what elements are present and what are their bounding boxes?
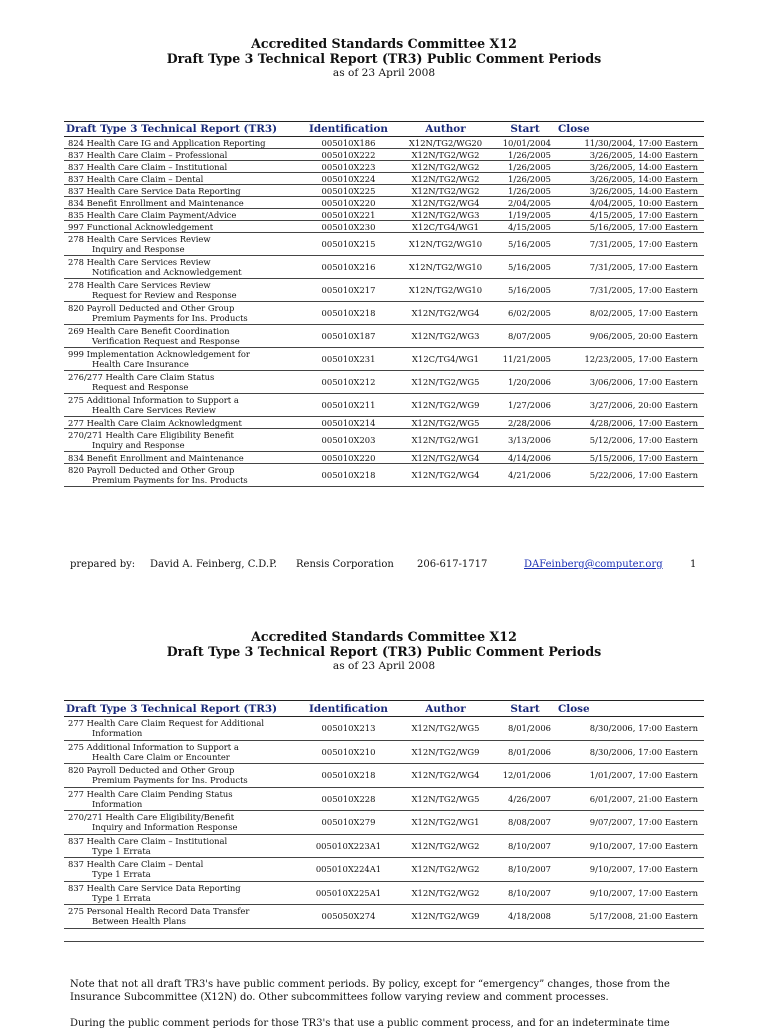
start-date-cell: 2/28/2006 [494, 417, 556, 429]
author-cell: X12N/TG2/WG1 [397, 429, 494, 452]
start-date-cell: 12/01/2006 [494, 764, 556, 788]
report-name: 270/271 Health Care Eligibility/Benefit [68, 812, 235, 823]
close-date-cell: 5/17/2008, 21:00 Eastern [556, 905, 704, 929]
prepared-by-label: prepared by: [70, 559, 136, 570]
report-name: 837 Health Care Claim – Institutional [68, 835, 228, 846]
report-name-continuation: Health Care Claim or Encounter [92, 751, 230, 762]
table-row [64, 394, 704, 417]
close-date-cell: 7/31/2005, 17:00 Eastern [556, 279, 704, 302]
comment-periods-table-page1 [64, 121, 704, 487]
report-name: 837 Health Care Service Data Reporting [68, 185, 241, 196]
table-row [64, 858, 704, 882]
close-date-cell: 3/26/2005, 14:00 Eastern [556, 161, 704, 173]
start-date-cell: 8/07/2005 [494, 325, 556, 348]
identification-cell: 005010X224 [300, 173, 397, 185]
document-title: Accredited Standards Committee X12 [251, 629, 517, 644]
report-name: 820 Payroll Deducted and Other Group [68, 765, 235, 776]
identification-cell: 005010X218 [300, 464, 397, 487]
column-header-identification: Identification [300, 701, 397, 717]
author-cell: X12N/TG2/WG9 [397, 394, 494, 417]
comment-periods-table-page2 [64, 700, 704, 942]
table-row [64, 464, 704, 487]
table-row [64, 197, 704, 209]
identification-cell: 005010X222 [300, 149, 397, 161]
column-header-close: Close [556, 701, 704, 717]
author-cell: X12N/TG2/WG4 [397, 464, 494, 487]
table-row [64, 834, 704, 858]
identification-cell: 005010X211 [300, 394, 397, 417]
report-name-continuation: Request for Review and Response [92, 290, 237, 300]
author-cell: X12N/TG2/WG9 [397, 905, 494, 929]
report-name: 278 Health Care Services Review [68, 257, 211, 267]
table-row [64, 717, 704, 741]
report-name: 278 Health Care Services Review [68, 234, 211, 244]
report-name-cell [64, 834, 300, 858]
table-row [64, 905, 704, 929]
report-name: 835 Health Care Claim Payment/Advice [68, 209, 237, 220]
identification-cell: 005010X186 [300, 137, 397, 149]
table-row [64, 348, 704, 371]
page2-header [0, 629, 768, 673]
identification-cell: 005010X221 [300, 209, 397, 221]
close-date-cell: 4/04/2005, 10:00 Eastern [556, 197, 704, 209]
author-cell: X12N/TG2/WG5 [397, 787, 494, 811]
start-date-cell: 2/04/2005 [494, 197, 556, 209]
report-name-cell [64, 740, 300, 764]
report-name-cell [64, 429, 300, 452]
table-row [64, 325, 704, 348]
close-date-cell: 12/23/2005, 17:00 Eastern [556, 348, 704, 371]
report-name: 837 Health Care Claim – Dental [68, 859, 204, 870]
report-name-cell [64, 464, 300, 487]
report-name-cell [64, 811, 300, 835]
report-name-cell [64, 161, 300, 173]
author-cell: X12N/TG2/WG2 [397, 173, 494, 185]
start-date-cell: 8/01/2006 [494, 740, 556, 764]
report-name-cell [64, 371, 300, 394]
table-row [64, 371, 704, 394]
identification-cell: 005010X217 [300, 279, 397, 302]
report-name-continuation: Health Care Services Review [92, 405, 216, 415]
start-date-cell: 5/16/2005 [494, 279, 556, 302]
table-row [64, 302, 704, 325]
close-date-cell: 6/01/2007, 21:00 Eastern [556, 787, 704, 811]
report-name: 820 Payroll Deducted and Other Group [68, 465, 235, 475]
identification-cell: 005010X203 [300, 429, 397, 452]
author-cell: X12N/TG2/WG4 [397, 197, 494, 209]
table-row [64, 452, 704, 464]
report-name: 837 Health Care Claim – Professional [68, 149, 228, 160]
close-date-cell: 7/31/2005, 17:00 Eastern [556, 233, 704, 256]
start-date-cell: 10/01/2004 [494, 137, 556, 149]
close-date-cell: 9/10/2007, 17:00 Eastern [556, 834, 704, 858]
start-date-cell: 1/27/2006 [494, 394, 556, 417]
author-cell: X12N/TG2/WG3 [397, 209, 494, 221]
close-date-cell: 4/28/2006, 17:00 Eastern [556, 417, 704, 429]
identification-cell: 005010X279 [300, 811, 397, 835]
report-name: 275 Personal Health Record Data Transfer [68, 906, 250, 917]
start-date-cell: 4/18/2008 [494, 905, 556, 929]
page1-header [0, 36, 768, 80]
column-header-report: Draft Type 3 Technical Report (TR3) [64, 701, 300, 717]
column-header-identification: Identification [300, 122, 397, 137]
report-name-cell [64, 905, 300, 929]
author-cell: X12N/TG2/WG10 [397, 233, 494, 256]
report-name-cell [64, 787, 300, 811]
report-name: 270/271 Health Care Eligibility Benefit [68, 430, 234, 440]
close-date-cell: 5/15/2006, 17:00 Eastern [556, 452, 704, 464]
report-name-cell [64, 279, 300, 302]
identification-cell: 005050X274 [300, 905, 397, 929]
email-link[interactable]: DAFeinberg@computer.org [524, 559, 663, 570]
start-date-cell: 8/01/2006 [494, 717, 556, 741]
report-name: 277 Health Care Claim Request for Additional [68, 718, 265, 729]
table-header-row [64, 122, 704, 137]
start-date-cell: 11/21/2005 [494, 348, 556, 371]
author-cell: X12N/TG2/WG5 [397, 371, 494, 394]
close-date-cell: 5/12/2006, 17:00 Eastern [556, 429, 704, 452]
table-row [64, 811, 704, 835]
report-name: 820 Payroll Deducted and Other Group [68, 303, 235, 313]
report-name: 837 Health Care Claim – Institutional [68, 161, 228, 172]
identification-cell: 005010X214 [300, 417, 397, 429]
author-cell: X12N/TG2/WG10 [397, 279, 494, 302]
author-cell: X12N/TG2/WG5 [397, 417, 494, 429]
author-cell: X12N/TG2/WG1 [397, 811, 494, 835]
column-header-report: Draft Type 3 Technical Report (TR3) [64, 122, 300, 137]
column-header-start: Start [494, 122, 556, 137]
report-name-continuation: Information [92, 798, 143, 809]
report-name-continuation: Inquiry and Response [92, 244, 185, 254]
start-date-cell: 1/26/2005 [494, 173, 556, 185]
table-row [64, 185, 704, 197]
document-date: as of 23 April 2008 [332, 660, 436, 672]
close-date-cell: 3/26/2005, 14:00 Eastern [556, 185, 704, 197]
report-name-cell [64, 233, 300, 256]
report-name-continuation: Type 1 Errata [92, 845, 151, 856]
report-name: 837 Health Care Claim – Dental [68, 173, 204, 184]
report-name-cell [64, 325, 300, 348]
table-row [64, 764, 704, 788]
close-date-cell: 5/22/2006, 17:00 Eastern [556, 464, 704, 487]
report-name-continuation: Type 1 Errata [92, 869, 151, 880]
identification-cell: 005010X220 [300, 197, 397, 209]
document-title: Accredited Standards Committee X12 [251, 36, 517, 51]
start-date-cell: 4/21/2006 [494, 464, 556, 487]
identification-cell: 005010X230 [300, 221, 397, 233]
close-date-cell: 9/06/2005, 20:00 Eastern [556, 325, 704, 348]
identification-cell: 005010X231 [300, 348, 397, 371]
report-name-continuation: Type 1 Errata [92, 892, 151, 903]
table-row [64, 740, 704, 764]
report-name-cell [64, 717, 300, 741]
report-name-cell [64, 881, 300, 905]
table-row [64, 256, 704, 279]
close-date-cell: 7/31/2005, 17:00 Eastern [556, 256, 704, 279]
report-name-continuation: Notification and Acknowledgement [92, 267, 242, 277]
author-cell: X12N/TG2/WG2 [397, 149, 494, 161]
identification-cell: 005010X187 [300, 325, 397, 348]
start-date-cell: 4/15/2005 [494, 221, 556, 233]
report-name-cell [64, 348, 300, 371]
author-cell: X12N/TG2/WG2 [397, 881, 494, 905]
author-cell: X12N/TG2/WG2 [397, 185, 494, 197]
report-name-cell [64, 197, 300, 209]
author-cell: X12C/TG4/WG1 [397, 221, 494, 233]
company-name: Rensis Corporation [296, 559, 394, 570]
report-name-continuation: Premium Payments for Ins. Products [92, 313, 248, 323]
report-name-cell [64, 417, 300, 429]
report-name-cell [64, 173, 300, 185]
close-date-cell: 4/15/2005, 17:00 Eastern [556, 209, 704, 221]
report-name-cell [64, 221, 300, 233]
start-date-cell: 3/13/2006 [494, 429, 556, 452]
page-number: 1 [690, 559, 697, 570]
report-name-continuation: Inquiry and Information Response [92, 822, 238, 833]
report-name-continuation: Request and Response [92, 382, 189, 392]
notes-section [70, 978, 710, 1030]
document-date: as of 23 April 2008 [332, 67, 436, 79]
author-cell: X12N/TG2/WG9 [397, 740, 494, 764]
column-header-author: Author [397, 701, 494, 717]
identification-cell: 005010X225 [300, 185, 397, 197]
table-row [64, 279, 704, 302]
close-date-cell: 8/30/2006, 17:00 Eastern [556, 740, 704, 764]
report-name-cell [64, 185, 300, 197]
identification-cell: 005010X218 [300, 764, 397, 788]
document-subtitle: Draft Type 3 Technical Report (TR3) Public Comment Periods [166, 51, 602, 66]
table-row [64, 881, 704, 905]
author-cell: X12N/TG2/WG20 [397, 137, 494, 149]
close-date-cell: 11/30/2004, 17:00 Eastern [556, 137, 704, 149]
start-date-cell: 4/14/2006 [494, 452, 556, 464]
column-header-close: Close [556, 122, 704, 137]
author-cell: X12N/TG2/WG2 [397, 161, 494, 173]
author-cell: X12C/TG4/WG1 [397, 348, 494, 371]
table-row [64, 787, 704, 811]
report-name: 824 Health Care IG and Application Reporting [68, 137, 266, 148]
report-name-continuation: Premium Payments for Ins. Products [92, 475, 248, 485]
report-name-continuation: Between Health Plans [92, 916, 186, 927]
report-name: 834 Benefit Enrollment and Maintenance [68, 452, 244, 463]
identification-cell: 005010X218 [300, 302, 397, 325]
table-row [64, 221, 704, 233]
close-date-cell: 8/30/2006, 17:00 Eastern [556, 717, 704, 741]
author-cell: X12N/TG2/WG4 [397, 302, 494, 325]
author-cell: X12N/TG2/WG5 [397, 717, 494, 741]
start-date-cell: 6/02/2005 [494, 302, 556, 325]
identification-cell: 005010X215 [300, 233, 397, 256]
table-row [64, 233, 704, 256]
identification-cell: 005010X223A1 [300, 834, 397, 858]
start-date-cell: 8/10/2007 [494, 881, 556, 905]
report-name-cell [64, 137, 300, 149]
author-cell: X12N/TG2/WG3 [397, 325, 494, 348]
report-name-cell [64, 858, 300, 882]
start-date-cell: 5/16/2005 [494, 256, 556, 279]
identification-cell: 005010X220 [300, 452, 397, 464]
table-row [64, 137, 704, 149]
author-cell: X12N/TG2/WG4 [397, 452, 494, 464]
identification-cell: 005010X213 [300, 717, 397, 741]
close-date-cell: 3/26/2005, 14:00 Eastern [556, 173, 704, 185]
identification-cell: 005010X224A1 [300, 858, 397, 882]
report-name: 278 Health Care Services Review [68, 280, 211, 290]
report-name: 277 Health Care Claim Pending Status [68, 788, 233, 799]
report-name: 269 Health Care Benefit Coordination [68, 326, 230, 336]
report-name-cell [64, 209, 300, 221]
report-name-cell [64, 302, 300, 325]
report-name: 997 Functional Acknowledgement [68, 221, 214, 232]
author-cell: X12N/TG2/WG4 [397, 764, 494, 788]
identification-cell: 005010X223 [300, 161, 397, 173]
report-name: 999 Implementation Acknowledgement for [68, 349, 250, 359]
report-name: 275 Additional Information to Support a [68, 741, 239, 752]
start-date-cell: 8/10/2007 [494, 834, 556, 858]
close-date-cell: 9/10/2007, 17:00 Eastern [556, 858, 704, 882]
table-row [64, 149, 704, 161]
report-name: 277 Health Care Claim Acknowledgment [68, 417, 242, 428]
author-cell: X12N/TG2/WG2 [397, 834, 494, 858]
author-cell: X12N/TG2/WG10 [397, 256, 494, 279]
identification-cell: 005010X210 [300, 740, 397, 764]
empty-table-row [64, 928, 704, 941]
close-date-cell: 3/27/2006, 20:00 Eastern [556, 394, 704, 417]
table-row [64, 161, 704, 173]
start-date-cell: 1/26/2005 [494, 161, 556, 173]
report-name-cell [64, 764, 300, 788]
report-name: 837 Health Care Service Data Reporting [68, 882, 241, 893]
identification-cell: 005010X225A1 [300, 881, 397, 905]
report-name: 275 Additional Information to Support a [68, 395, 239, 405]
table-row [64, 173, 704, 185]
report-name-continuation: Information [92, 728, 143, 739]
report-name-cell [64, 394, 300, 417]
report-name-continuation: Premium Payments for Ins. Products [92, 775, 248, 786]
document-subtitle: Draft Type 3 Technical Report (TR3) Public Comment Periods [166, 644, 602, 659]
note-paragraph: Note that not all draft TR3's have public comment periods. By policy, except for “emergency” changes, those from the Insurance Subcommittee (X12N) do. Other subcommittees follow varying review and comment processes. [70, 979, 670, 1003]
close-date-cell: 5/16/2005, 17:00 Eastern [556, 221, 704, 233]
report-name: 276/277 Health Care Claim Status [68, 372, 215, 382]
author-cell: X12N/TG2/WG2 [397, 858, 494, 882]
report-name-cell [64, 256, 300, 279]
table-row [64, 417, 704, 429]
start-date-cell: 1/26/2005 [494, 149, 556, 161]
close-date-cell: 3/06/2006, 17:00 Eastern [556, 371, 704, 394]
close-date-cell: 1/01/2007, 17:00 Eastern [556, 764, 704, 788]
table-row [64, 429, 704, 452]
start-date-cell: 8/10/2007 [494, 858, 556, 882]
report-name-cell [64, 452, 300, 464]
report-name-continuation: Health Care Insurance [92, 359, 189, 369]
identification-cell: 005010X212 [300, 371, 397, 394]
start-date-cell: 1/20/2006 [494, 371, 556, 394]
table-row [64, 209, 704, 221]
close-date-cell: 9/07/2007, 17:00 Eastern [556, 811, 704, 835]
close-date-cell: 3/26/2005, 14:00 Eastern [556, 149, 704, 161]
start-date-cell: 1/26/2005 [494, 185, 556, 197]
column-header-start: Start [494, 701, 556, 717]
close-date-cell: 8/02/2005, 17:00 Eastern [556, 302, 704, 325]
author-name: David A. Feinberg, C.D.P. [150, 559, 277, 570]
report-name: 834 Benefit Enrollment and Maintenance [68, 197, 244, 208]
phone-number: 206-617-1717 [417, 559, 488, 570]
table-header-row [64, 701, 704, 717]
identification-cell: 005010X228 [300, 787, 397, 811]
close-date-cell: 9/10/2007, 17:00 Eastern [556, 881, 704, 905]
start-date-cell: 8/08/2007 [494, 811, 556, 835]
note-paragraph: During the public comment periods for those TR3's that use a public comment process, and for an indeterminate time [70, 1018, 670, 1029]
start-date-cell: 4/26/2007 [494, 787, 556, 811]
start-date-cell: 1/19/2005 [494, 209, 556, 221]
identification-cell: 005010X216 [300, 256, 397, 279]
column-header-author: Author [397, 122, 494, 137]
report-name-continuation: Verification Request and Response [92, 336, 240, 346]
report-name-cell [64, 149, 300, 161]
report-name-continuation: Inquiry and Response [92, 440, 185, 450]
start-date-cell: 5/16/2005 [494, 233, 556, 256]
